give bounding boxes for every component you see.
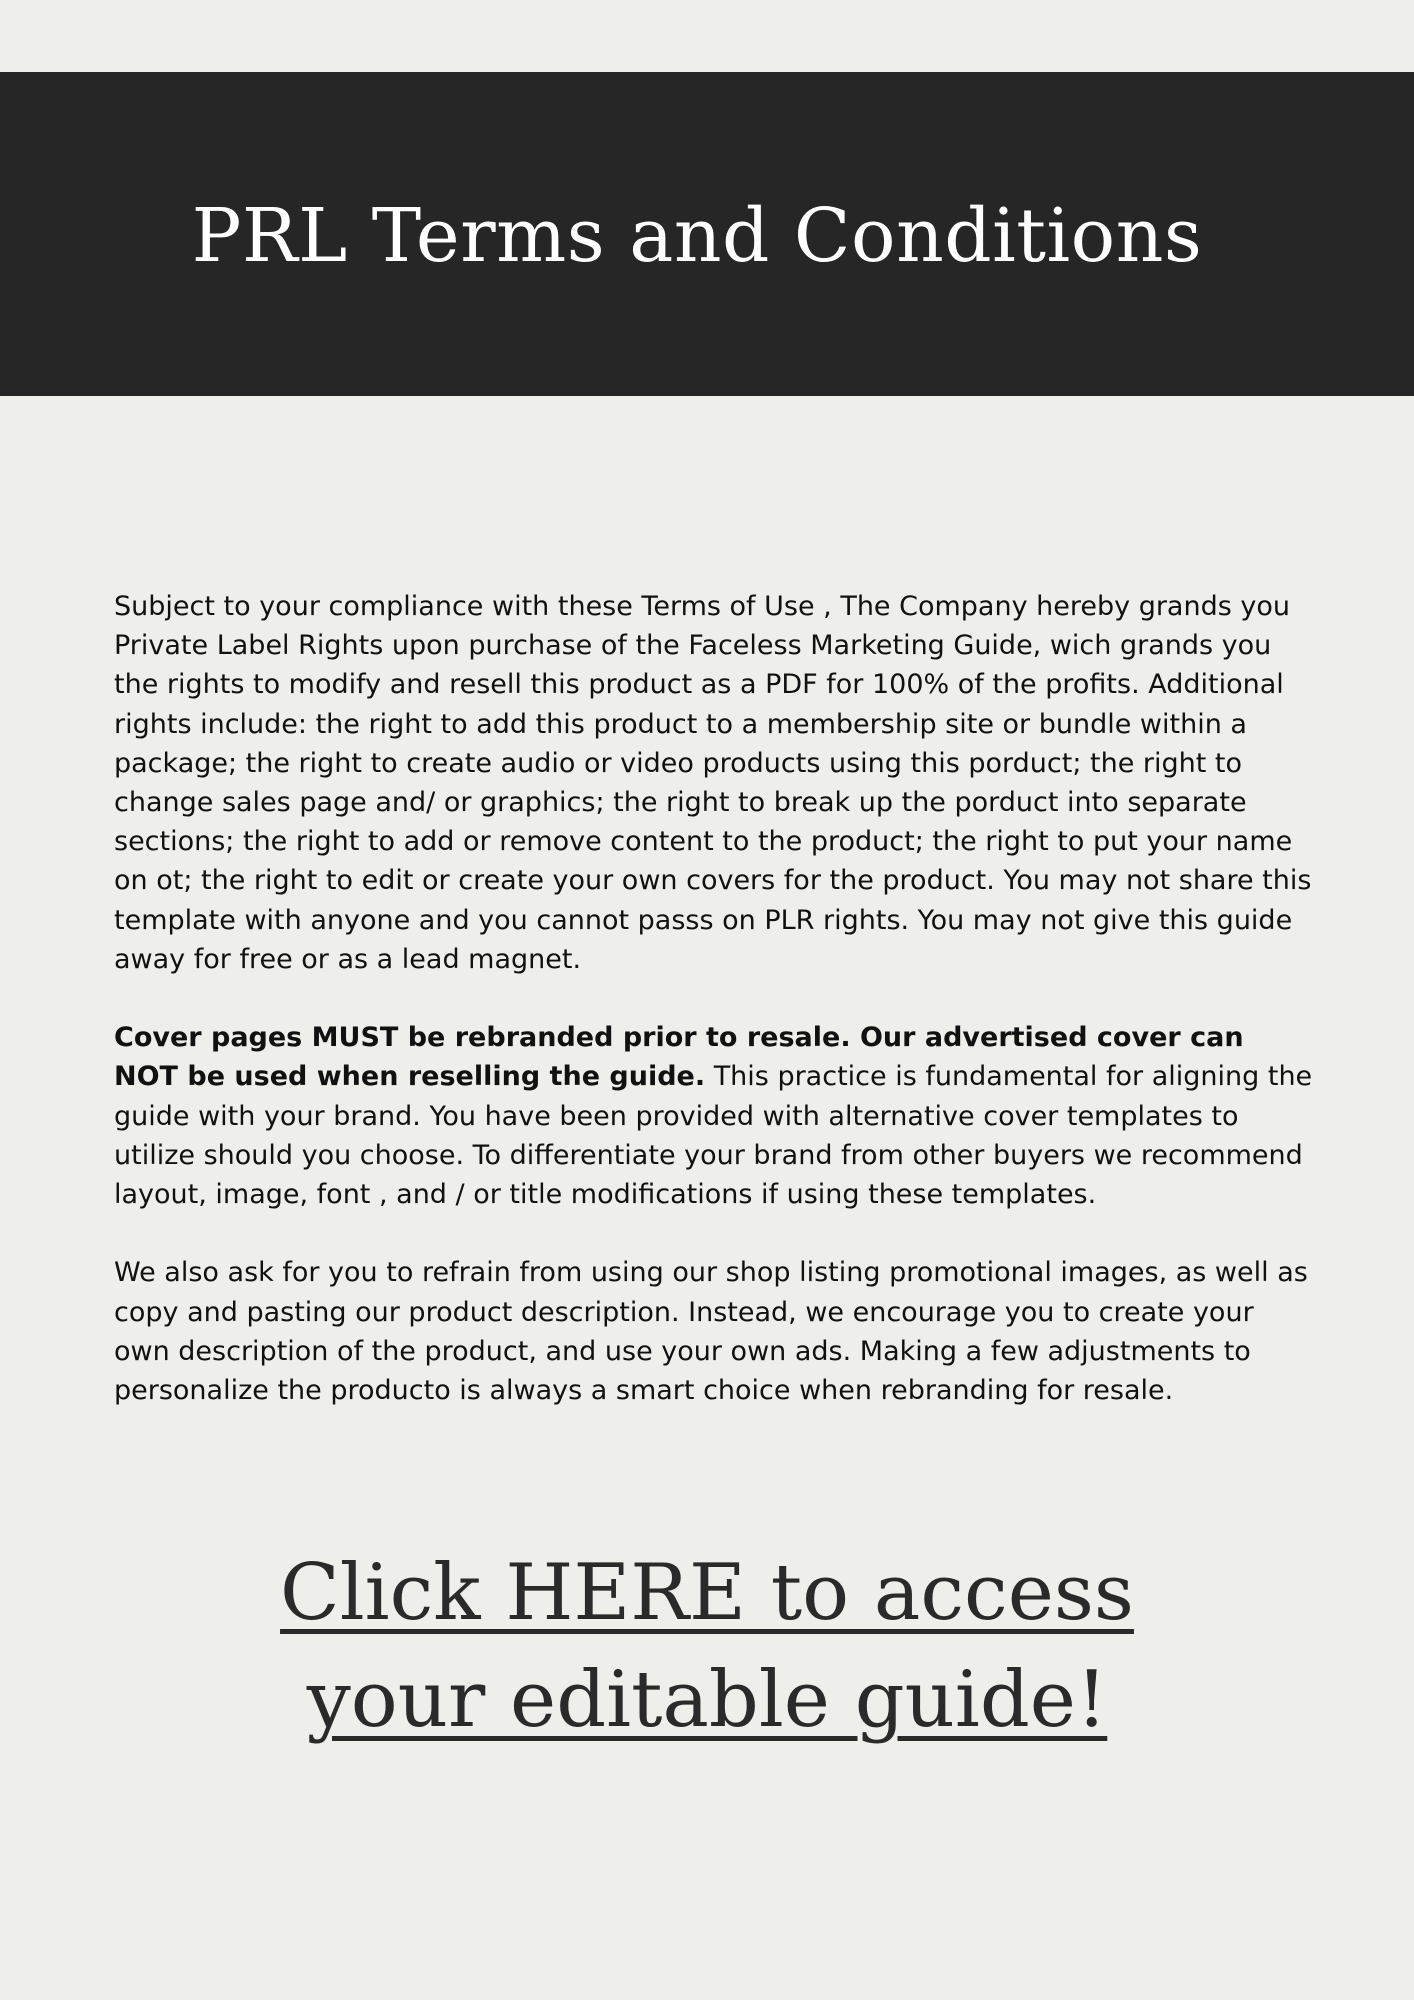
terms-body [114, 587, 1314, 1449]
cta-line-1[interactable]: Click HERE to access [280, 1548, 1134, 1638]
page-title: PRL Terms and Conditions [191, 193, 1203, 279]
terms-paragraph: Subject to your compliance with these Terms of Use , The Company hereby grands you Private Label Rights upon purchase of the Faceless Marketing Guide, wich grands you the rights to modify and resell this product as a PDF for 100% of the profits. Additional rights include: the right to add this product to a membership site or bundle within a package; the right to create audio or video products using this porduct; the right to change sales page and/ or graphics; the right to break up the porduct into separate sections; the right to add or remove content to the product; the right to put your name on ot; the right to edit or create your own covers for the product. You may not share this template with anyone and you cannot passs on PLR rights. You may not give this guide away for free or as a lead magnet. [114, 591, 1312, 975]
cover-rebrand-details: This practice is fundamental for aligning the guide with your brand. You have been provided with alternative cover templates to utilize should you choose. To differentiate your brand from other buyers we recommend layout, image, font , and / or title modifications if using these templates. [114, 1061, 1313, 1211]
editable-guide-link[interactable] [0, 1540, 1414, 1754]
cover-rebrand-paragraph [114, 1018, 1314, 1214]
cta-line-2[interactable]: your editable guide! [306, 1655, 1108, 1745]
promo-paragraph: We also ask for you to refrain from using our shop listing promotional images, as well as copy and pasting our product description. Instead, we encourage you to create your own description of the product, and use your own ads. Making a few adjustments to personalize the producto is always a smart choice when rebranding for resale. [114, 1257, 1308, 1407]
cover-rebrand-warning: Cover pages MUST be rebranded prior to resale. Our advertised cover can NOT be used when reselling the guide. [114, 1022, 1244, 1093]
